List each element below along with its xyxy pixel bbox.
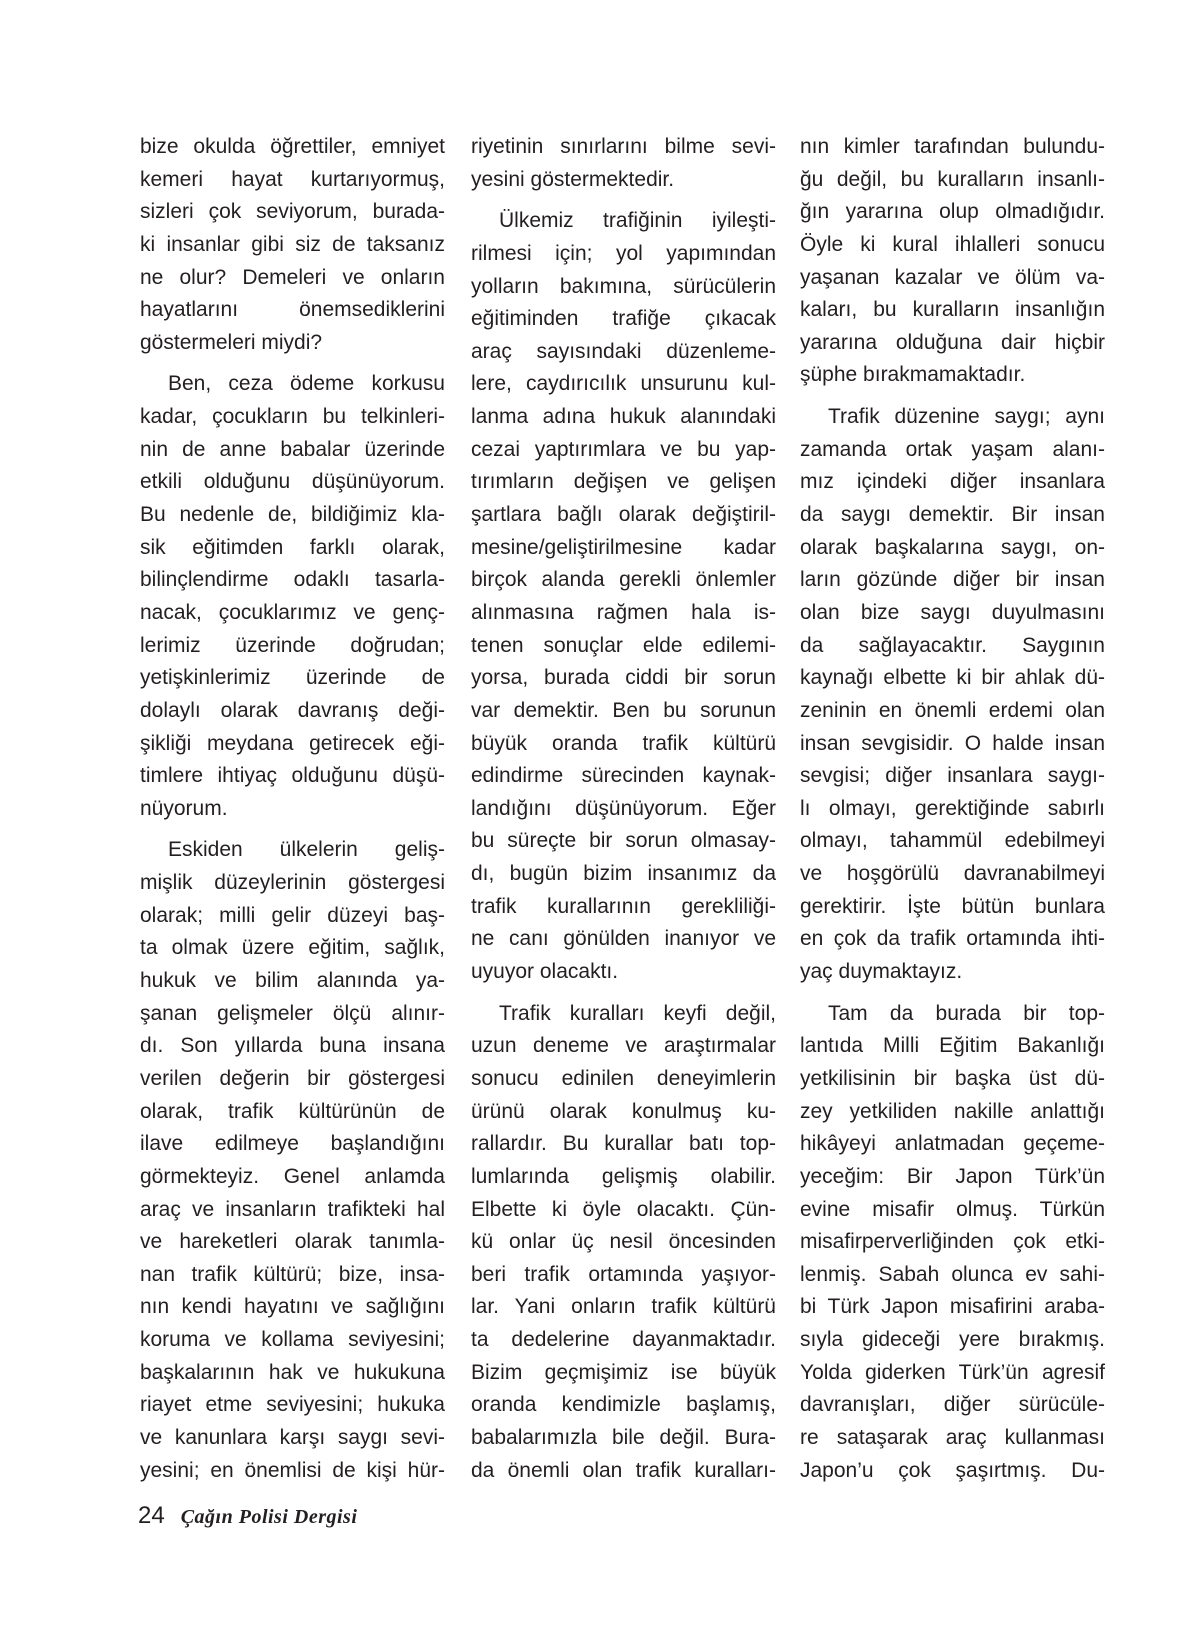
- text-line: yesini göstermektedir.: [471, 167, 675, 191]
- text-line: dı. Son yıllarda buna insana: [140, 1034, 445, 1058]
- text-line: lumlarında gelişmiş olabilir.: [471, 1164, 776, 1188]
- text-line: kemeri hayat kurtarıyormuş,: [140, 167, 445, 191]
- text-line: yetişkinlerimiz üzerinde de: [140, 666, 445, 690]
- text-line: ürünü olarak konulmuş ku-: [471, 1099, 776, 1123]
- text-line: yeceğim: Bir Japon Türk’ün: [800, 1164, 1105, 1188]
- text-line: olmayı, tahammül edebilmeyi: [800, 829, 1105, 853]
- text-line: en çok da trafik ortamında ihti-: [800, 927, 1105, 951]
- text-line: bi Türk Japon misafirini araba-: [800, 1295, 1105, 1319]
- text-line: araç ve insanların trafikteki hal: [140, 1197, 445, 1221]
- text-line: zamanda ortak yaşam alanı-: [800, 437, 1105, 461]
- text-line: gerektirir. İşte bütün bunlara: [800, 894, 1105, 918]
- text-line: nacak, çocuklarımız ve genç-: [140, 600, 445, 624]
- text-line: dolaylı olarak davranış deği-: [140, 698, 445, 722]
- text-line: mişlik düzeylerinin göstergesi: [140, 871, 445, 895]
- text-line: Yolda giderken Türk’ün agresif: [800, 1360, 1105, 1384]
- text-line: bu süreçte bir sorun olmasay-: [471, 829, 776, 853]
- text-line: Trafik düzenine saygı; aynı: [828, 405, 1105, 429]
- text-line: ne canı gönülden inanıyor ve: [471, 927, 776, 951]
- text-line: lar. Yani onların trafik kültürü: [471, 1295, 776, 1319]
- page-footer: [138, 1502, 357, 1536]
- magazine-title: Çağın Polisi Dergisi: [180, 1506, 358, 1528]
- text-line: riyetinin sınırlarını bilme sevi-: [471, 135, 776, 158]
- text-line: da sağlayacaktır. Saygının: [800, 633, 1105, 657]
- text-line: lı olmayı, gerektiğinde sabırlı: [800, 796, 1105, 820]
- text-line: verilen değerin bir göstergesi: [140, 1066, 445, 1090]
- text-line: insan sevgisidir. O halde insan: [800, 731, 1105, 755]
- text-line: ve kanunlara karşı saygı sevi-: [140, 1425, 445, 1449]
- text-line: yorsa, burada ciddi bir sorun: [471, 666, 776, 690]
- text-line: Elbette ki öyle olacaktı. Çün-: [471, 1197, 776, 1221]
- text-line: koruma ve kollama seviyesini;: [140, 1328, 445, 1352]
- text-line: yararına olduğuna dair hiçbir: [800, 330, 1105, 354]
- text-line: Trafik kuralları keyfi değil,: [499, 1001, 776, 1025]
- text-line: rilmesi için; yol yapımından: [471, 241, 776, 265]
- text-line: ne olur? Demeleri ve onların: [140, 265, 445, 289]
- text-line: sevgisi; diğer insanlara saygı-: [800, 764, 1105, 788]
- text-column-2: [471, 131, 776, 1487]
- text-line: tırımların değişen ve gelişen: [471, 470, 776, 494]
- text-line: trafik kurallarının gerekliliği-: [471, 894, 776, 918]
- text-line: yolların bakımına, sürücülerin: [471, 274, 776, 298]
- text-line: timlere ihtiyaç olduğunu düşü-: [140, 764, 445, 788]
- text-line: şikliği meydana getirecek eği-: [140, 731, 445, 755]
- text-line: bilinçlendirme odaklı tasarla-: [140, 568, 445, 592]
- text-line: nın kimler tarafından bulundu-: [800, 135, 1105, 158]
- text-line: olarak başkalarına saygı, on-: [800, 535, 1105, 559]
- text-line: uzun deneme ve araştırmalar: [471, 1034, 776, 1058]
- text-line: yaşanan kazalar ve ölüm va-: [800, 265, 1105, 289]
- text-line: sizleri çok seviyorum, burada-: [140, 200, 445, 224]
- text-line: Bizim geçmişimiz ise büyük: [471, 1360, 776, 1384]
- text-line: mesine/geliştirilmesine kadar: [471, 535, 776, 559]
- text-line: ki insanlar gibi siz de taksanız: [140, 232, 445, 256]
- text-line: ta dedelerine dayanmaktadır.: [471, 1328, 776, 1352]
- text-line: Ben, ceza ödeme korkusu: [168, 372, 445, 396]
- text-line: re sataşarak araç kullanması: [800, 1425, 1105, 1449]
- text-line: büyük oranda trafik kültürü: [471, 731, 776, 755]
- text-line: yesini; en önemlisi de kişi hür-: [140, 1458, 445, 1482]
- text-line: da önemli olan trafik kuralları-: [471, 1458, 776, 1482]
- text-line: Bu nedenle de, bildiğimiz kla-: [140, 503, 445, 527]
- text-line: kadar, çocukların bu telkinleri-: [140, 405, 445, 429]
- text-line: lantıda Milli Eğitim Bakanlığı: [800, 1034, 1105, 1058]
- text-line: şartlara bağlı olarak değiştiril-: [471, 503, 776, 527]
- text-line: araç sayısındaki düzenleme-: [471, 339, 776, 363]
- text-line: uyuyor olacaktı.: [471, 960, 619, 984]
- text-line: ğu değil, bu kuralların insanlı-: [800, 167, 1105, 191]
- text-line: göstermeleri miydi?: [140, 330, 323, 354]
- text-line: oranda kendimizle başlamış,: [471, 1393, 776, 1417]
- text-line: cezai yaptırımlara ve bu yap-: [471, 437, 776, 461]
- text-line: nın kendi hayatını ve sağlığını: [140, 1295, 445, 1319]
- text-line: Eskiden ülkelerin geliş-: [168, 838, 445, 862]
- text-line: sıyla gideceği yere bırakmış.: [800, 1328, 1105, 1352]
- text-line: evine misafir olmuş. Türkün: [800, 1197, 1105, 1221]
- text-line: başkalarının hak ve hukukuna: [140, 1360, 445, 1384]
- text-line: ta olmak üzere eğitim, sağlık,: [140, 936, 445, 960]
- text-line: nüyorum.: [140, 796, 228, 820]
- text-line: beri trafik ortamında yaşıyor-: [471, 1262, 776, 1286]
- text-line: mız içindeki diğer insanlara: [800, 470, 1105, 494]
- text-column-1: [140, 131, 445, 1487]
- text-line: şanan gelişmeler ölçü alınır-: [140, 1001, 445, 1025]
- text-line: sonucu edinilen deneyimlerin: [471, 1066, 776, 1090]
- text-line: olarak, trafik kültürünün de: [140, 1099, 445, 1123]
- text-line: yetkilisinin bir başka üst dü-: [800, 1066, 1105, 1090]
- text-line: da saygı demektir. Bir insan: [800, 503, 1105, 527]
- text-line: Ülkemiz trafiğinin iyileşti-: [499, 209, 776, 233]
- text-line: riayet etme seviyesini; hukuka: [140, 1393, 445, 1417]
- text-line: lenmiş. Sabah olunca ev sahi-: [800, 1262, 1105, 1286]
- text-line: tenen sonuçlar elde edilemi-: [471, 633, 776, 657]
- text-line: eğitiminden trafiğe çıkacak: [471, 307, 776, 331]
- text-line: Öyle ki kural ihlalleri sonucu: [800, 232, 1105, 256]
- text-line: kü onlar üç nesil öncesinden: [471, 1230, 776, 1254]
- text-line: ların gözünde diğer bir insan: [800, 568, 1105, 592]
- text-line: lanma adına hukuk alanındaki: [471, 405, 776, 429]
- text-line: sik eğitimden farklı olarak,: [140, 535, 445, 559]
- text-line: zeninin en önemli erdemi olan: [800, 698, 1105, 722]
- text-line: nin de anne babalar üzerinde: [140, 437, 445, 461]
- text-line: bize okulda öğrettiler, emniyet: [140, 135, 445, 158]
- text-line: yaç duymaktayız.: [800, 960, 963, 984]
- text-line: var demektir. Ben bu sorunun: [471, 698, 776, 722]
- text-line: babalarımızla bile değil. Bura-: [471, 1425, 776, 1449]
- text-line: kaynağı elbette ki bir ahlak dü-: [800, 666, 1105, 690]
- text-line: etkili olduğunu düşünüyorum.: [140, 470, 445, 494]
- text-line: olan bize saygı duyulmasını: [800, 600, 1105, 624]
- text-line: hukuk ve bilim alanında ya-: [140, 969, 445, 993]
- text-line: Japon’u çok şaşırtmış. Du-: [800, 1458, 1105, 1482]
- text-line: şüphe bırakmamaktadır.: [800, 363, 1026, 387]
- text-line: alınmasına rağmen hala is-: [471, 600, 776, 624]
- text-line: ilave edilmeye başlandığını: [140, 1132, 445, 1156]
- text-line: dı, bugün bizim insanımız da: [471, 862, 776, 886]
- text-line: ve hoşgörülü davranabilmeyi: [800, 862, 1105, 886]
- text-line: lerimiz üzerinde doğrudan;: [140, 633, 445, 657]
- text-line: lere, caydırıcılık unsurunu kul-: [471, 372, 776, 396]
- text-line: zey yetkiliden nakille anlattığı: [800, 1099, 1105, 1123]
- text-line: nan trafik kültürü; bize, insa-: [140, 1262, 445, 1286]
- text-line: hayatlarını önemsediklerini: [140, 298, 445, 322]
- text-line: hikâyeyi anlatmadan geçeme-: [800, 1132, 1105, 1156]
- text-line: ğın yararına olup olmadığıdır.: [800, 200, 1105, 224]
- text-line: rallardır. Bu kurallar batı top-: [471, 1132, 776, 1156]
- text-line: görmekteyiz. Genel anlamda: [140, 1164, 445, 1188]
- text-column-3: [800, 131, 1105, 1487]
- text-line: misafirperverliğinden çok etki-: [800, 1230, 1105, 1254]
- page-number: 24: [138, 1502, 165, 1529]
- text-line: kaları, bu kuralların insanlığın: [800, 298, 1105, 322]
- text-line: edindirme sürecinden kaynak-: [471, 764, 776, 788]
- text-line: birçok alanda gerekli önlemler: [471, 568, 776, 592]
- text-line: davranışları, diğer sürücüle-: [800, 1393, 1105, 1417]
- text-line: Tam da burada bir top-: [828, 1001, 1105, 1025]
- text-line: olarak; milli gelir düzeyi baş-: [140, 903, 445, 927]
- text-line: landığını düşünüyorum. Eğer: [471, 796, 776, 820]
- text-line: ve hareketleri olarak tanımla-: [140, 1230, 445, 1254]
